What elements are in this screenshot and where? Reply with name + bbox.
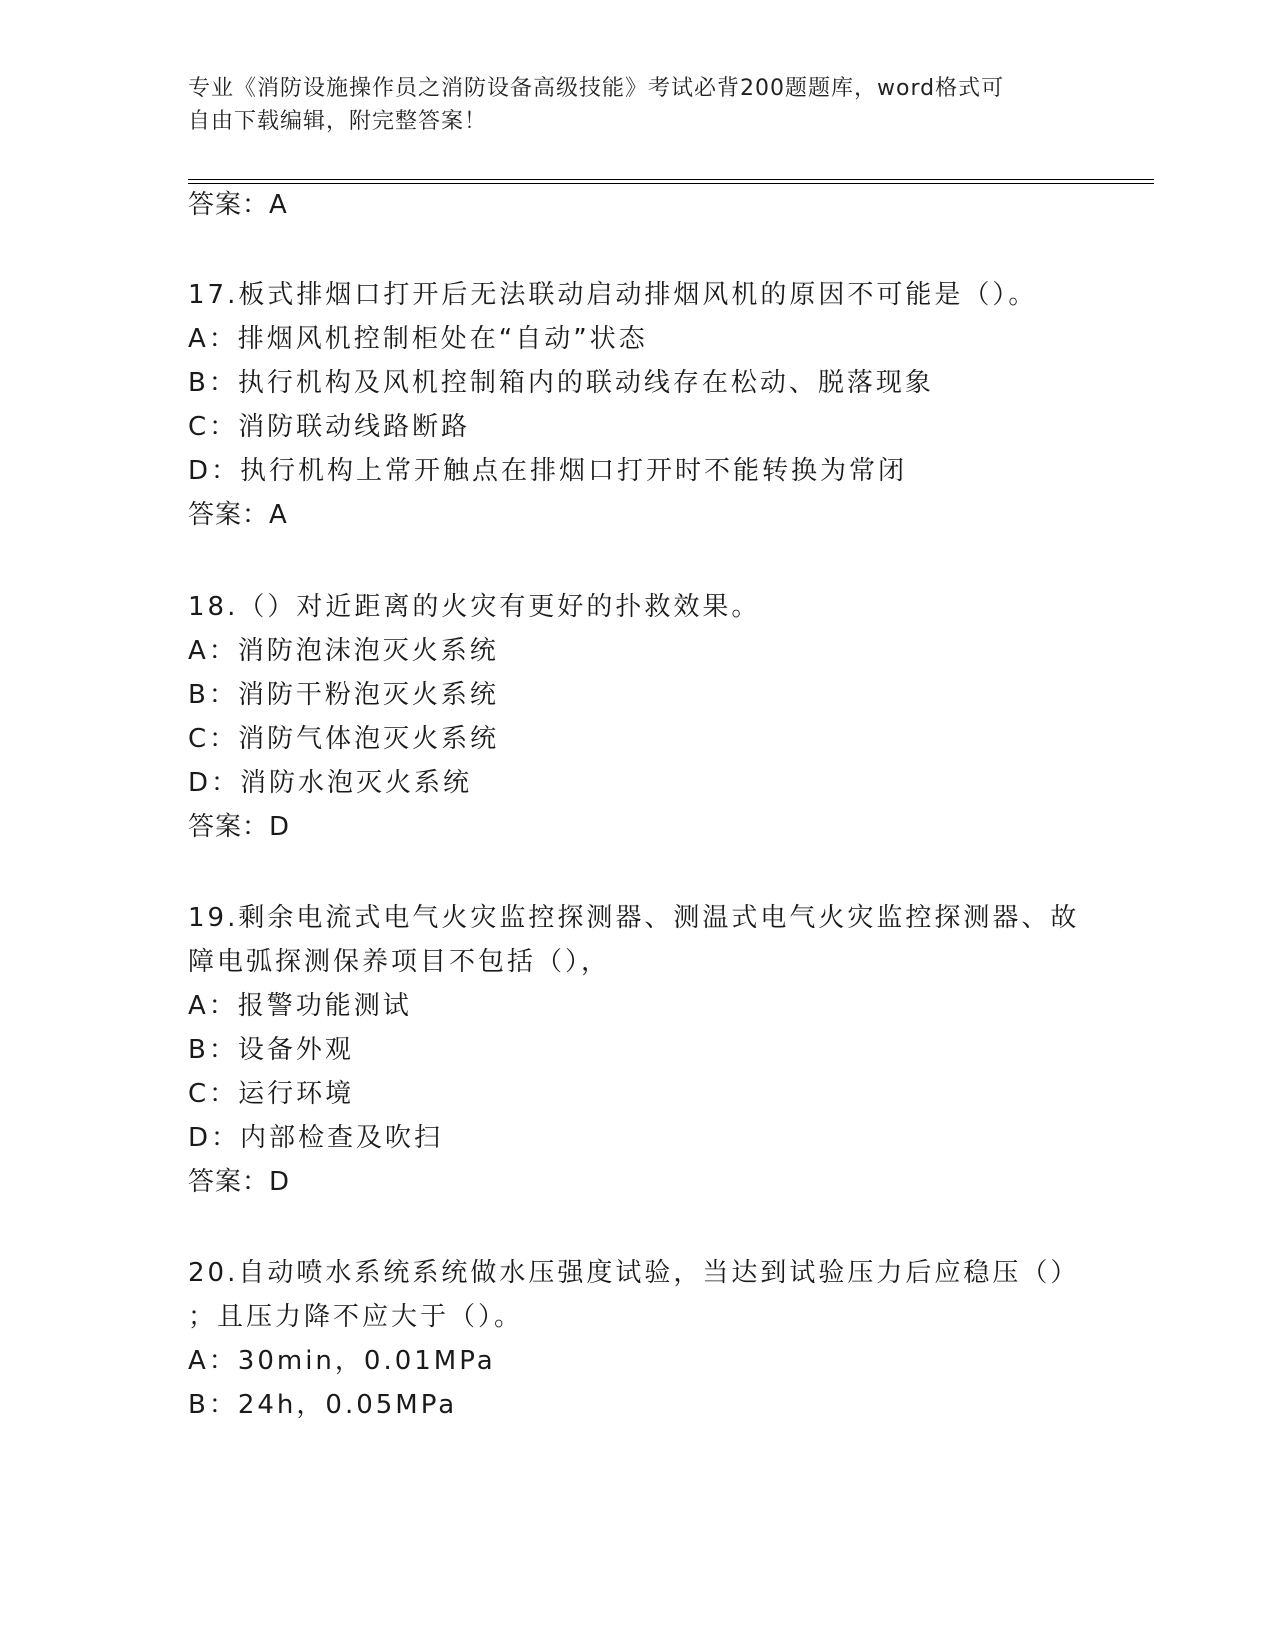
answer-label: 答案：D — [188, 1167, 291, 1197]
answer-label: 答案：A — [188, 500, 288, 530]
answer-label: 答案：D — [188, 812, 291, 842]
option-c: C：消防气体泡灭火系统 — [188, 724, 500, 754]
question-stem: 17.板式排烟口打开后无法联动启动排烟风机的原因不可能是（）。 — [188, 280, 1038, 310]
header-line-1: 专业《消防设施操作员之消防设备高级技能》考试必背200题题库，word格式可 — [188, 76, 1005, 101]
option-d: D：内部检查及吹扫 — [188, 1123, 444, 1153]
option-b: B：消防干粉泡灭火系统 — [188, 680, 499, 710]
header-divider-bottom — [188, 183, 1154, 184]
option-b: B：执行机构及风机控制箱内的联动线存在松动、脱落现象 — [188, 368, 934, 398]
header-line-2: 自由下载编辑，附完整答案！ — [188, 109, 488, 134]
question-stem-line-1: 19.剩余电流式电气火灾监控探测器、测温式电气火灾监控探测器、故 — [188, 903, 1080, 933]
question-stem-line-2: ；且压力降不应大于（）。 — [188, 1302, 524, 1332]
question-stem-line-1: 20.自动喷水系统系统做水压强度试验，当达到试验压力后应稳压（） — [188, 1258, 1080, 1288]
option-b: B：设备外观 — [188, 1035, 354, 1065]
document-header — [188, 72, 1088, 138]
option-c: C：消防联动线路断路 — [188, 412, 471, 442]
option-a: A：消防泡沫泡灭火系统 — [188, 636, 499, 666]
option-c: C：运行环境 — [188, 1079, 355, 1109]
option-b: B：24h，0.05MPa — [188, 1390, 458, 1420]
header-divider-top — [188, 179, 1154, 180]
question-stem: 18.（）对近距离的火灾有更好的扑救效果。 — [188, 592, 761, 622]
option-d: D：消防水泡灭火系统 — [188, 768, 473, 798]
option-d: D：执行机构上常开触点在排烟口打开时不能转换为常闭 — [188, 456, 908, 486]
option-a: A：报警功能测试 — [188, 991, 412, 1021]
question-stem-line-2: 障电弧探测保养项目不包括（）， — [188, 947, 611, 977]
option-a: A：30min，0.01MPa — [188, 1346, 496, 1376]
answer-label: 答案：A — [188, 190, 288, 220]
option-a: A：排烟风机控制柜处在“自动”状态 — [188, 324, 648, 354]
